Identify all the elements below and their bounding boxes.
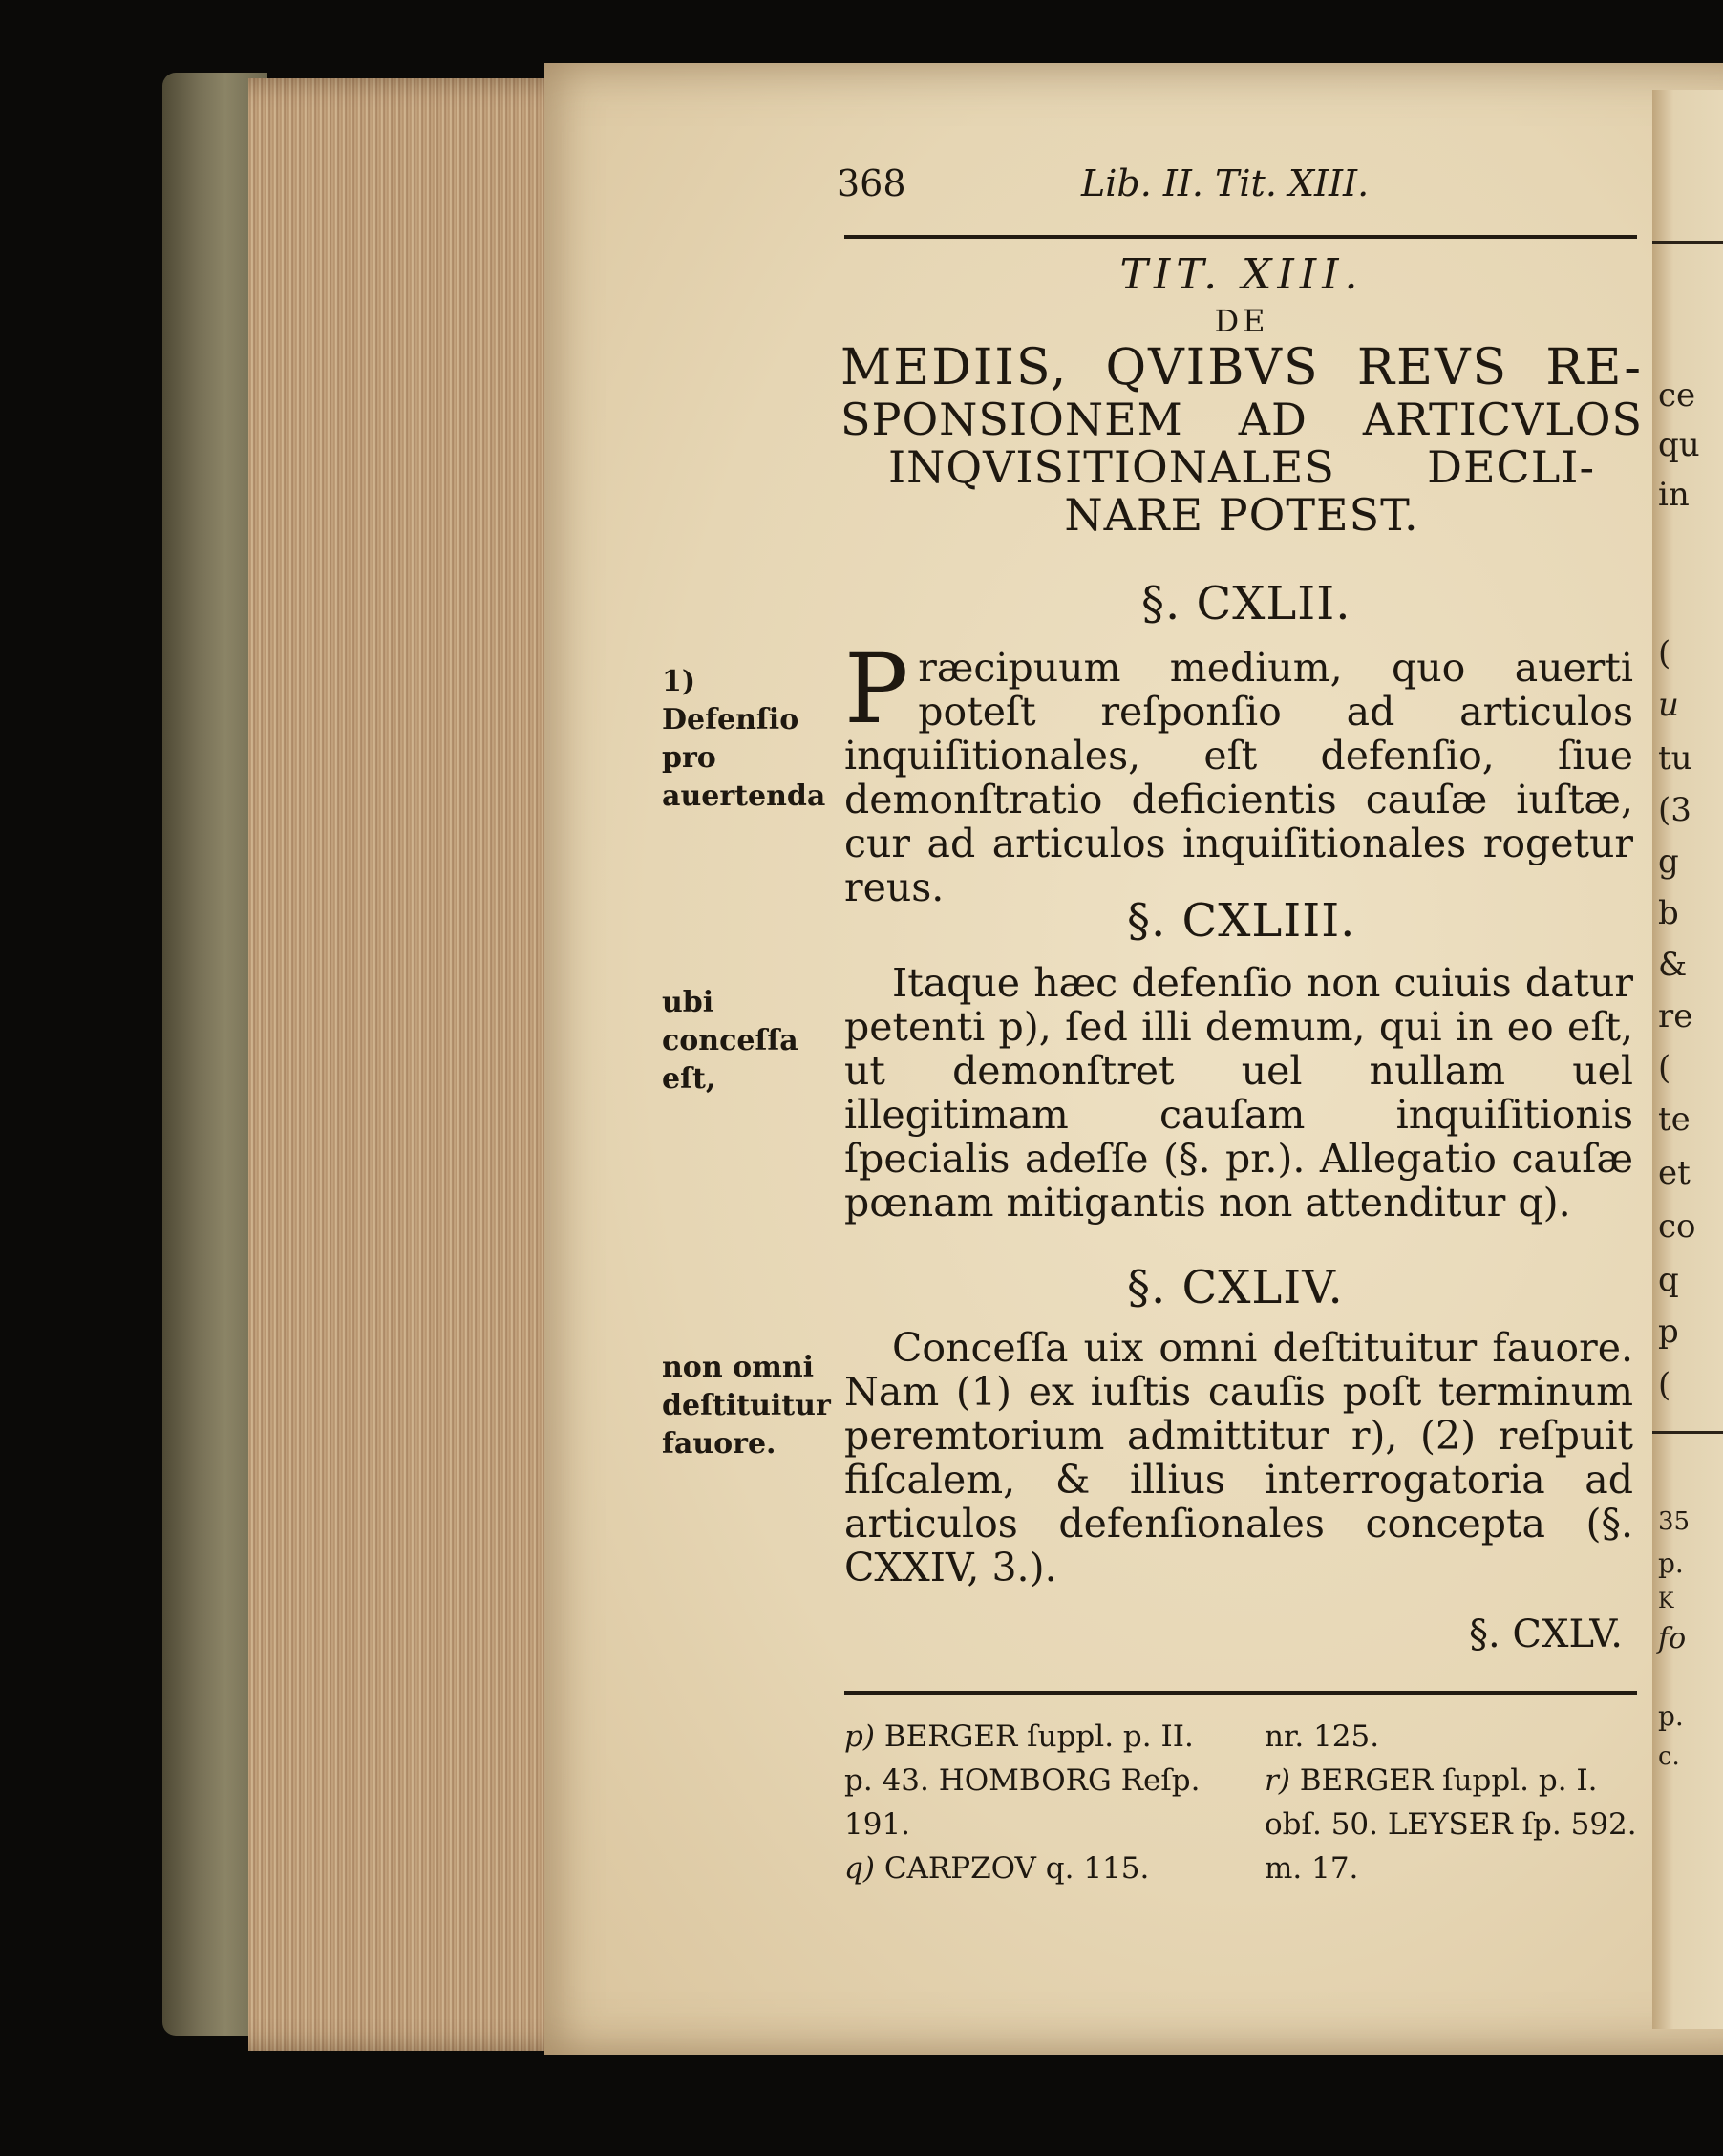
footnote bbox=[1265, 1715, 1647, 1759]
footnote bbox=[844, 1846, 1226, 1890]
marginal-note: non omni deſtituitur fauore. bbox=[662, 1351, 831, 1461]
recto-text: ( bbox=[1658, 634, 1671, 672]
title-line-2: SPONSIONEM AD ARTICVLOS bbox=[840, 394, 1643, 445]
recto-text: g bbox=[1658, 843, 1679, 881]
recto-text: & bbox=[1658, 946, 1688, 984]
footnote-mark: r) bbox=[1265, 1763, 1290, 1798]
recto-text: co bbox=[1658, 1207, 1696, 1246]
recto-text: et bbox=[1658, 1154, 1691, 1192]
recto-text: te bbox=[1658, 1100, 1691, 1139]
paragraph-text: Itaque hæc defenſio non cuiuis datur petenti p), ſed illi demum, qui in eo eſt, ut demonſtret uel nullam uel illegitimam cauſam inquiſitionis ſpecialis adeſſe (§. pr.). Allegatio cauſæ pœnam mitigantis non attenditur q). bbox=[844, 960, 1633, 1226]
recto-text: p bbox=[1658, 1313, 1679, 1351]
running-title: Lib. II. Tit. XIII. bbox=[1081, 162, 1370, 204]
footnote bbox=[1265, 1759, 1647, 1890]
recto-text: 35 bbox=[1658, 1507, 1691, 1536]
recto-text: p. bbox=[1658, 1548, 1684, 1579]
section-heading: §. CXLIV. bbox=[1127, 1261, 1344, 1314]
running-head bbox=[837, 162, 1639, 220]
footnote-rule bbox=[844, 1691, 1637, 1695]
recto-rule bbox=[1652, 241, 1723, 244]
recto-page-fragment bbox=[1652, 90, 1723, 2029]
recto-text: tu bbox=[1658, 739, 1692, 778]
recto-text: c. bbox=[1658, 1742, 1680, 1771]
recto-rule bbox=[1652, 1431, 1723, 1434]
title-line-1: MEDIIS, QVIBVS REVS RE- bbox=[840, 339, 1643, 396]
paragraph bbox=[844, 961, 1633, 1225]
footnote-text: BERGER ſuppl. p. II. p. 43. HOMBORG Reſp. 191. bbox=[844, 1719, 1201, 1842]
paragraph-text: Conceſſa uix omni deſtituitur fauore. Nam (1) ex iuſtis cauſis poſt terminum peremtorium admittitur r), (2) reſpuit fiſcalem, & illius interrogatoria ad articulos defenſionales concepta (§. CXXIV, 3.). bbox=[844, 1325, 1633, 1590]
recto-text: ( bbox=[1658, 1049, 1671, 1087]
footnote-text: nr. 125. bbox=[1265, 1719, 1380, 1754]
recto-text: in bbox=[1658, 476, 1690, 514]
recto-text: K bbox=[1658, 1590, 1674, 1613]
title-line-4: NARE POTEST. bbox=[1064, 489, 1419, 541]
catchword: §. CXLV. bbox=[1469, 1612, 1623, 1656]
recto-text: fo bbox=[1658, 1622, 1687, 1655]
recto-text: ce bbox=[1658, 376, 1696, 415]
recto-text: q bbox=[1658, 1261, 1679, 1299]
title-block bbox=[840, 250, 1643, 539]
page-number: 368 bbox=[837, 162, 906, 204]
title-line-3: INQVISITIONALES DECLI- bbox=[888, 441, 1595, 493]
recto-text: u bbox=[1658, 686, 1679, 724]
paragraph-text: ræcipuum medium, quo auerti poteſt reſponſio ad articulos inquiſitionales, eſt defenſio, ſiue demonſtratio deficientis cauſæ iuſtæ, cur ad articulos inquiſitionales rogetur reus. bbox=[844, 645, 1633, 910]
recto-text: b bbox=[1658, 894, 1679, 932]
recto-text: qu bbox=[1658, 426, 1700, 464]
paragraph bbox=[844, 633, 1633, 910]
footnote-text: BERGER ſuppl. p. I. obſ. 50. LEYSER ſp. 592. m. 17. bbox=[1265, 1763, 1637, 1886]
recto-text: ( bbox=[1658, 1366, 1671, 1404]
paragraph bbox=[844, 1326, 1633, 1590]
title-de: DE bbox=[1214, 303, 1269, 339]
footnote-column-right bbox=[1265, 1715, 1647, 1890]
drop-capital: P bbox=[844, 633, 909, 745]
section-heading: §. CXLII. bbox=[1141, 577, 1351, 630]
footnote-mark: p) bbox=[844, 1719, 875, 1754]
marginal-note: ubi conceſſa eſt, bbox=[662, 986, 798, 1096]
marginal-note: 1) Defenſio pro auertenda bbox=[662, 665, 826, 813]
footnote-mark: q) bbox=[844, 1851, 875, 1886]
recto-text: re bbox=[1658, 997, 1693, 1035]
recto-text: p. bbox=[1658, 1700, 1684, 1732]
footnote-column-left bbox=[844, 1715, 1226, 1890]
section-heading: §. CXLIII. bbox=[1127, 894, 1356, 948]
recto-text: (3 bbox=[1658, 791, 1691, 829]
footnote-text: CARPZOV q. 115. bbox=[883, 1851, 1150, 1886]
title-number: TIT. XIII. bbox=[1119, 250, 1364, 299]
footnote bbox=[844, 1715, 1226, 1846]
head-rule bbox=[844, 235, 1637, 239]
